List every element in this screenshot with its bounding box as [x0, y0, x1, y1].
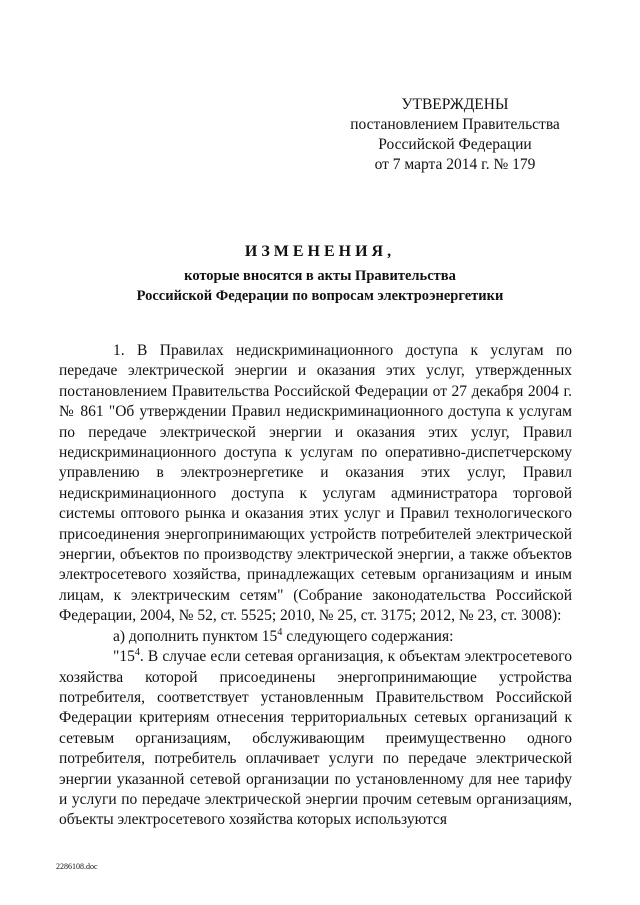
approval-line-3: от 7 марта 2014 г. № 179	[374, 156, 536, 173]
document-heading	[60, 242, 580, 306]
paragraph-2-text-end: следующего содержания:	[282, 627, 454, 645]
paragraph-1: 1. В Правилах недискриминационного доступа к услугам по передаче электрической энергии и оказания этих услуг, утвержденных постановлением Правительства Российской Федерации от 27 декабря 2004 г. № 861 "Об утверждении Правил недискриминационного доступа к услугам по передаче электрической энергии и оказания этих услуг, Правил недискриминационного доступа к услугам по оперативно-диспетчерскому управлению в электроэнергетике и оказания этих услуг, Правил недискриминационного доступа к услугам администратора торговой системы оптового рынка и оказания этих услуг и Правил технологического присоединения энергопринимающих устройств потребителей электрической энергии, объектов по производству электрической энергии, а также объектов электросетевого хозяйства, принадлежащих сетевым организациям и иным лицам, к электрическим сетям" (Собрание законодательства Российской Федерации, 2004, № 52, ст. 5525; 2010, № 25, ст. 3175; 2012, № 23, ст. 3008):	[59, 342, 572, 625]
approval-line-1: постановлением Правительства	[350, 116, 560, 133]
document-body	[59, 341, 572, 831]
file-name-footer: 2286108.doc	[56, 862, 98, 871]
heading-title: ИЗМЕНЕНИЯ,	[244, 243, 396, 260]
approval-title: УТВЕРЖДЕНЫ	[401, 96, 509, 113]
approval-line-2: Российской Федерации	[378, 136, 532, 153]
paragraph-3	[59, 647, 572, 831]
heading-subtitle-2: Российской Федерации по вопросам электроэнергетики	[136, 288, 504, 304]
paragraph-3-text-end: . В случае если сетевая организация, к объектам электросетевого хозяйства которой присоединены энергопринимающие устройства потребителя, соответствует установленным Правительством Российской Федерации критериям отнесения территориальных сетевых организаций к сетевым организациям, обслуживающим преимущественно одного потребителя, потребитель оплачивает услуги по передаче электрической энергии указанной сетевой организации по установленному для нее тарифу и услуги по передаче электрической энергии прочим сетевым организациям, объекты электросетевого хозяйства которых используются	[59, 648, 572, 829]
paragraph-2	[59, 627, 572, 647]
paragraph-2-superscript: 4	[277, 626, 283, 638]
paragraph-2-text-start: а) дополнить пунктом 15	[113, 627, 278, 645]
paragraph-3-text-start: "15	[113, 648, 135, 666]
paragraph-3-superscript: 4	[134, 647, 140, 659]
approval-block	[340, 95, 570, 175]
heading-subtitle-1: которые вносятся в акты Правительства	[184, 268, 456, 284]
